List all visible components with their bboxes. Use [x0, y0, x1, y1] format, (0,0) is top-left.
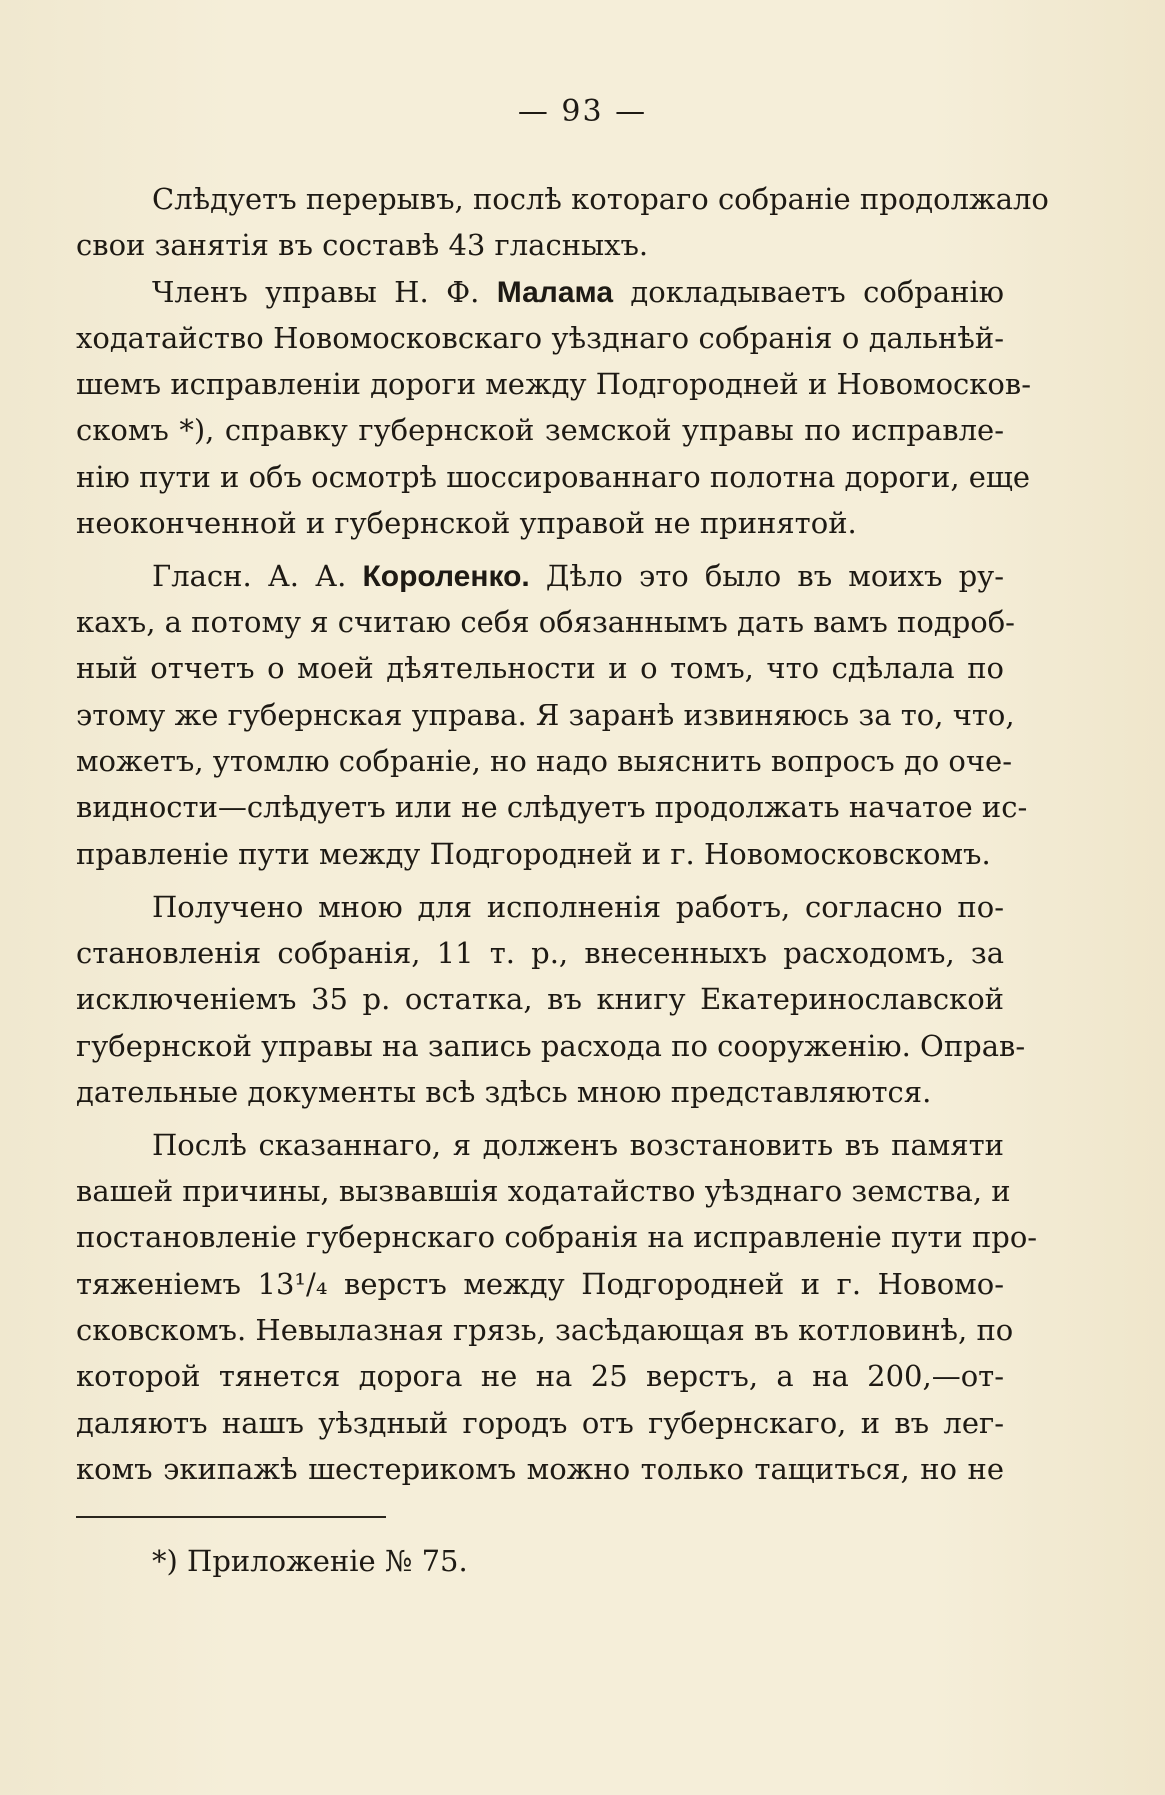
- text-line: можетъ, утомлю собраніе, но надо выяснить вопросъ до оче-: [76, 744, 1013, 778]
- text-line: сковскомъ. Невылазная грязь, засѣдающая въ котловинѣ, по: [76, 1313, 1014, 1347]
- speaker-name: Малама: [496, 276, 614, 309]
- text-line: исключеніемъ 35 р. остатка, въ книгу Екатеринославской: [76, 982, 1004, 1016]
- text-line: свои занятія въ составѣ 43 гласныхъ.: [76, 228, 649, 262]
- speaker-name: Короленко.: [362, 560, 530, 593]
- text-line: становленія собранія, 11 т. р., внесенныхъ расходомъ, за: [76, 936, 1004, 970]
- text-run: верстъ между Подгородней и г. Новомо-: [327, 1267, 1004, 1301]
- text-line: вашей причины, вызвавшія ходатайство уѣзднаго земства, и: [76, 1174, 1011, 1208]
- text-line: шемъ исправленіи дороги между Подгородней и Новомосков-: [76, 367, 1032, 401]
- text-line: этому же губернская управа. Я заранѣ извиняюсь за то, что,: [76, 698, 1015, 732]
- text-line: Слѣдуетъ перерывъ, послѣ котораго собраніе продолжало: [152, 182, 1049, 216]
- text-line: которой тянется дорога не на 25 верстъ, а на 200,—от-: [76, 1359, 1004, 1393]
- text-line: [76, 1264, 1004, 1304]
- text-line: ный отчетъ о моей дѣятельности и о томъ, что сдѣлала по: [76, 651, 1004, 685]
- text-line: дательные документы всѣ здѣсь мною представляются.: [76, 1075, 932, 1109]
- fraction: ¹/₄: [294, 1267, 328, 1301]
- text-line: [152, 272, 1004, 312]
- text-run: Членъ управы Н. Ф.: [152, 275, 497, 309]
- text-line: комъ экипажѣ шестерикомъ можно только тащиться, но не: [76, 1452, 1004, 1486]
- page-number: — 93 —: [517, 94, 648, 129]
- text-line: правленіе пути между Подгородней и г. Новомосковскомъ.: [76, 837, 991, 871]
- footnote: *) Приложеніе № 75.: [152, 1544, 468, 1578]
- text-run: докладываетъ собранію: [613, 275, 1004, 309]
- text-line: неоконченной и губернской управой не принятой.: [76, 506, 857, 540]
- text-line: нію пути и объ осмотрѣ шоссированнаго полотна дороги, еще: [76, 460, 1031, 494]
- text-line: губернской управы на запись расхода по сооруженію. Оправ-: [76, 1029, 1026, 1063]
- text-line: Получено мною для исполненія работъ, согласно по-: [152, 890, 1004, 924]
- text-line: постановленіе губернскаго собранія на исправленіе пути про-: [76, 1220, 1038, 1254]
- text-line: даляютъ нашъ уѣздный городъ отъ губернскаго, и въ лег-: [76, 1406, 1004, 1440]
- text-line: видности—слѣдуетъ или не слѣдуетъ продолжать начатое ис-: [76, 790, 1028, 824]
- text-run: тяженіемъ 13: [76, 1267, 295, 1301]
- text-run: Гласн. А. А.: [152, 559, 363, 593]
- footnote-divider: [76, 1516, 386, 1518]
- text-line: [152, 556, 1004, 596]
- text-line: скомъ *), справку губернской земской управы по исправле-: [76, 413, 1004, 447]
- text-run: Дѣло это было въ моихъ ру-: [529, 559, 1004, 593]
- text-line: Послѣ сказаннаго, я долженъ возстановить въ памяти: [152, 1128, 1004, 1162]
- text-line: ходатайство Новомосковскаго уѣзднаго собранія о дальнѣй-: [76, 321, 1004, 355]
- text-line: кахъ, а потому я считаю себя обязаннымъ дать вамъ подроб-: [76, 605, 1015, 639]
